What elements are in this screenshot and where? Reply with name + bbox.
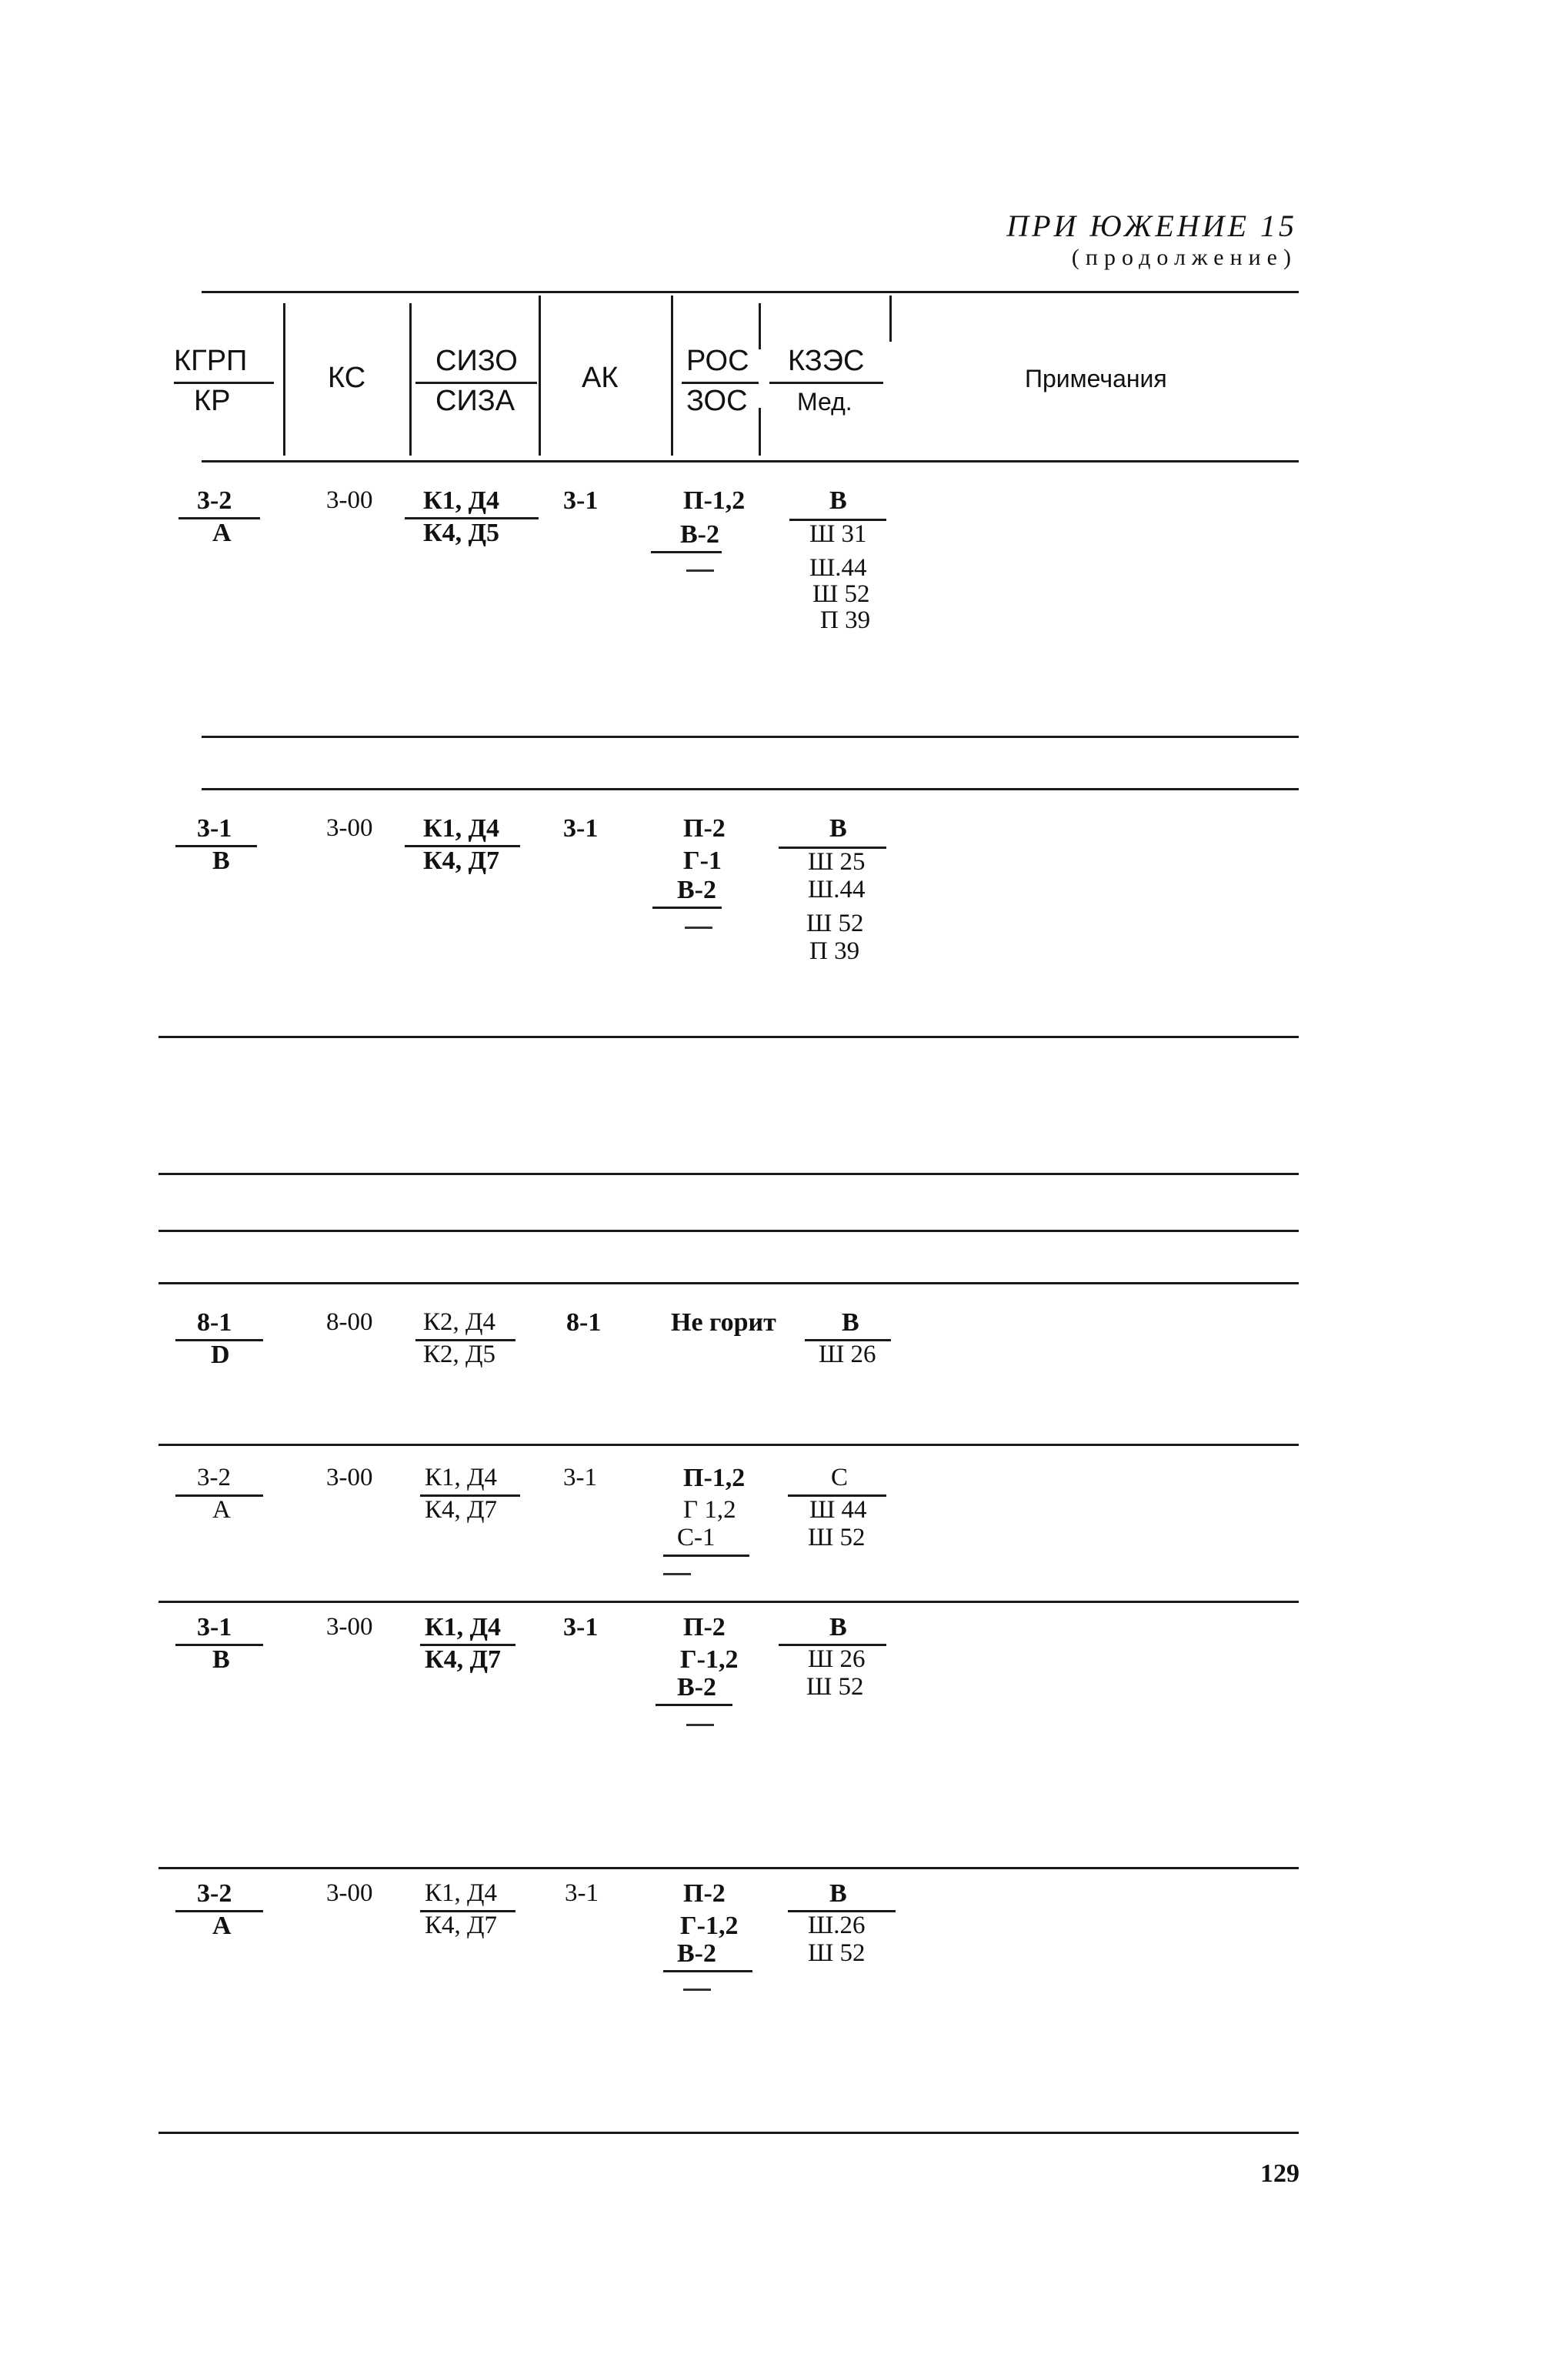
grp-cell: 3-1	[197, 814, 232, 843]
kzes-line: Ш 52	[808, 1524, 866, 1551]
grp-cell: 3-1	[197, 1613, 232, 1641]
ks-cell: 3-00	[326, 1879, 373, 1907]
ak-cell: 3-1	[563, 814, 599, 843]
kzes-top: В	[842, 1308, 859, 1337]
sizo-cell: К1, Д4	[423, 814, 500, 843]
kzes-top: С	[831, 1464, 849, 1491]
col-header-sizo: СИЗО	[435, 345, 518, 377]
sizo-cell: К1, Д4	[425, 1879, 498, 1907]
kr-cell: В	[212, 847, 230, 875]
kzes-line: Ш 52	[806, 1673, 864, 1701]
sizo-cell: К1, Д4	[425, 1613, 502, 1641]
ak-cell: 3-1	[563, 486, 599, 515]
kzes-top: В	[829, 1879, 847, 1908]
kzes-line: Ш 44	[809, 1496, 867, 1524]
kzes-top: В	[829, 1613, 847, 1641]
kzes-line: Ш 31	[809, 520, 867, 548]
kzes-line: Ш 26	[808, 1645, 866, 1673]
kzes-line: П 39	[820, 606, 871, 634]
sizo-cell: К2, Д4	[423, 1308, 496, 1336]
kzes-top: В	[829, 486, 847, 515]
col-header-notes: Примечания	[1025, 365, 1167, 392]
ros-line: П-1,2	[683, 1464, 746, 1492]
grp-cell: 3-2	[197, 486, 232, 515]
grp-cell: 3-2	[197, 1879, 232, 1908]
grp-cell: 3-2	[197, 1464, 231, 1491]
ros-line: П-2	[683, 814, 726, 843]
col-header-ks: КС	[328, 362, 366, 394]
kr-cell: В	[212, 1645, 230, 1674]
ros-line: В-2	[677, 1939, 716, 1968]
ks-cell: 3-00	[326, 814, 373, 842]
kzes-line: Ш 25	[808, 848, 866, 876]
siza-cell: К4, Д7	[425, 1496, 498, 1524]
kzes-line: Ш 52	[808, 1939, 866, 1967]
ak-cell: 3-1	[563, 1613, 599, 1641]
ros-line: С-1	[677, 1524, 716, 1551]
ks-cell: 3-00	[326, 1464, 373, 1491]
ros-line: Г-1,2	[680, 1912, 739, 1940]
col-header-kr: КР	[194, 385, 231, 417]
ros-line: П-2	[683, 1879, 726, 1908]
sizo-cell: К1, Д4	[425, 1464, 498, 1491]
kzes-line: Ш 52	[806, 910, 864, 937]
kr-cell: D	[211, 1341, 230, 1369]
kr-cell: А	[212, 519, 232, 547]
sizo-cell: К1, Д4	[423, 486, 500, 515]
col-header-grp: КГРП	[174, 345, 248, 377]
col-header-siza: СИЗА	[435, 385, 515, 417]
ros-line: П-1,2	[683, 486, 746, 515]
ak-cell: 3-1	[565, 1879, 599, 1907]
siza-cell: К4, Д5	[423, 519, 500, 547]
ks-cell: 3-00	[326, 1613, 373, 1641]
ros-line: Г-1	[683, 847, 722, 875]
grp-cell: 8-1	[197, 1308, 232, 1337]
kzes-line: Ш 52	[812, 580, 870, 608]
appendix-title: ПРИ ЮЖЕНИЕ 15	[1006, 209, 1297, 243]
kzes-line: Ш 26	[819, 1341, 876, 1368]
siza-cell: К4, Д7	[425, 1645, 502, 1674]
appendix-subtitle: (продолжение)	[1071, 245, 1297, 270]
ros-line: П-2	[683, 1613, 726, 1641]
col-header-zos: ЗОС	[686, 385, 748, 417]
col-header-ros: РОС	[686, 345, 749, 377]
kzes-line: Ш.44	[809, 554, 867, 582]
ros-line: Не горит	[671, 1308, 776, 1337]
siza-cell: К4, Д7	[425, 1912, 498, 1939]
ak-cell: 3-1	[563, 1464, 597, 1491]
siza-cell: К4, Д7	[423, 847, 500, 875]
kzes-line: Ш.44	[808, 876, 866, 903]
col-header-med: Мед.	[797, 388, 852, 416]
ros-line: В-2	[677, 1673, 716, 1701]
page-number: 129	[1260, 2159, 1299, 2188]
ros-line: Г-1,2	[680, 1645, 739, 1674]
col-header-ak: АК	[582, 362, 619, 394]
ros-line: В-2	[680, 520, 719, 549]
kzes-line: П 39	[809, 937, 860, 965]
ks-cell: 3-00	[326, 486, 373, 514]
kr-cell: А	[212, 1912, 232, 1940]
siza-cell: К2, Д5	[423, 1341, 496, 1368]
col-header-kzes: КЗЭС	[788, 345, 865, 377]
ros-line: Г 1,2	[683, 1496, 736, 1524]
ros-line: В-2	[677, 876, 716, 904]
ks-cell: 8-00	[326, 1308, 373, 1336]
ak-cell: 8-1	[566, 1308, 602, 1337]
kzes-line: Ш.26	[808, 1912, 866, 1939]
kr-cell: А	[212, 1496, 231, 1524]
kzes-top: В	[829, 814, 847, 843]
